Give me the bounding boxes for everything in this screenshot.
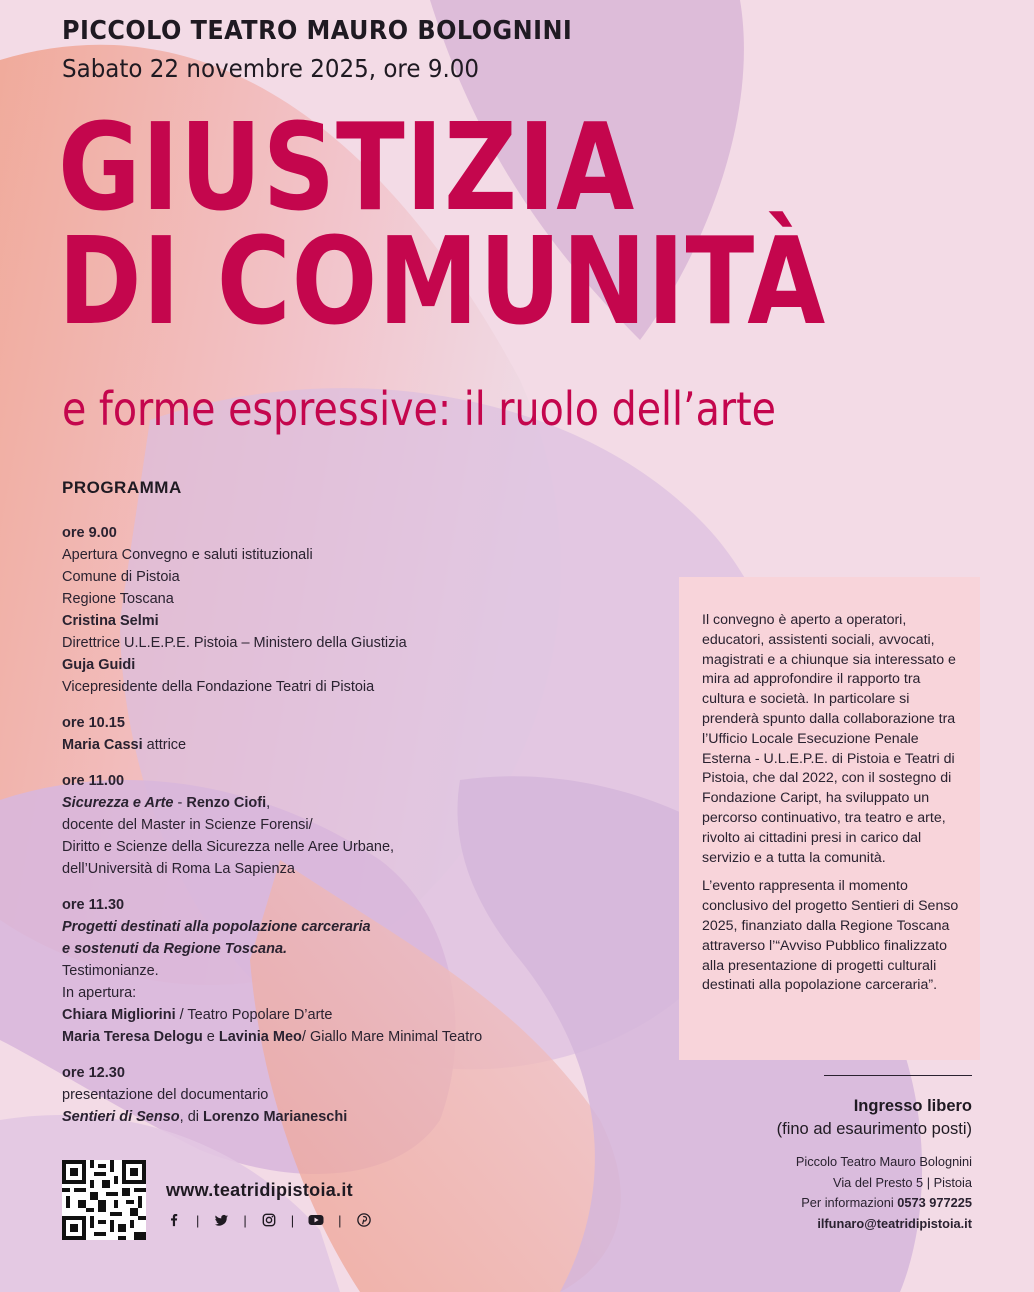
slot-text: Apertura Convegno e saluti istituzionali [62,547,313,563]
contact-venue: Piccolo Teatro Mauro Bolognini [795,1154,972,1169]
facebook-icon[interactable] [166,1212,182,1228]
slot-time: ore 11.30 [62,897,125,913]
subtitle: e forme espressive: il ruolo dell’arte [62,382,776,436]
event-date: Sabato 22 novembre 2025, ore 9.00 [62,54,480,83]
twitter-icon[interactable] [213,1212,229,1228]
program-heading: PROGRAMMA [62,478,182,497]
speaker-name: Renzo Ciofi [186,795,267,811]
contact-info [796,1152,972,1234]
divider [824,1075,972,1076]
speaker-name: Lorenzo Marianeschi [203,1109,348,1125]
speaker-name: Lavinia Meo [218,1029,302,1045]
film-title: Sentieri di Senso [62,1109,180,1125]
entry-title: Ingresso libero [853,1097,972,1115]
speaker-role: Diritto e Scienze della Sicurezza nelle Aree Urbane, [62,839,395,855]
program-slot-1130 [62,894,622,1048]
main-title [58,99,827,352]
separator: | [196,1212,200,1228]
speaker-org: / Giallo Mare Minimal Teatro [301,1029,483,1045]
slot-text: In apertura: [62,985,137,1001]
venue-heading: PICCOLO TEATRO MAURO BOLOGNINI [62,16,573,46]
speaker-org: / Teatro Popolare D’arte [175,1007,333,1023]
main-title-line-1: GIUSTIZIA [58,99,636,238]
contact-address: Via del Presto 5 | Pistoia [833,1174,972,1190]
info-box [679,577,980,1060]
talk-title: Progetti destinati alla popolazione carceraria [62,919,371,935]
speaker-role: Vicepresidente della Fondazione Teatri di Pistoia [62,679,375,695]
info-paragraph-1: Il convegno è aperto a operatori, educatori, assistenti sociali, avvocati, magistrati e a chiunque sia interessato e mira ad approfondire il rapporto tra cultura e società. In particolare si prenderà spunto dalla collaborazione tra l’Ufficio Locale Esecuzione Penale Esterna - U.L.E.P.E. di Pistoia e Teatri di Pistoia, che dal 2022, con il sostegno di Fondazione Caript, ha sviluppato un percorso continuativo, tra teatro e arte, rivolto ai cittadini presi in carico dal servizio e a tutta la comunità. [702,612,956,866]
email-link[interactable]: ilfunaro@teatridipistoia.it [817,1215,972,1231]
instagram-icon[interactable] [261,1212,277,1228]
speaker-name: Guja Guidi [62,657,136,673]
program-slot-1230 [62,1062,622,1128]
talk-title: e sostenuti da Regione Toscana. [62,941,288,957]
slot-text: presentazione del documentario [62,1087,269,1103]
info-paragraph-2: L’evento rappresenta il momento conclusivo del progetto Sentieri di Senso 2025, finanziato dalla Regione Toscana attraverso l’“Avviso Pubblico finalizzato alla presentazione di progetti culturali destinati alla popolazione carceraria”. [702,878,959,994]
talk-title: Sicurezza e Arte [62,795,174,811]
slot-time: ore 10.15 [62,715,125,731]
separator: | [290,1212,295,1228]
qr-code-icon[interactable] [62,1160,146,1240]
speaker-role: dell’Università di Roma La Sapienza [62,861,295,877]
slot-time: ore 12.30 [62,1065,125,1081]
website-link[interactable]: www.teatridipistoia.it [166,1180,353,1200]
phone-number[interactable]: 0573 977225 [897,1195,972,1210]
speaker-role: docente del Master in Scienze Forensi/ [62,817,313,833]
speaker-name: Cristina Selmi [62,613,159,629]
program-slot-1100 [62,770,622,880]
program-slot-0900 [62,522,622,698]
slot-time: ore 9.00 [62,525,117,541]
speaker-name: Maria Teresa Delogu [62,1029,203,1045]
info-label: Per informazioni [801,1195,898,1210]
program-slot-1015 [62,712,622,756]
speaker-role: attrice [142,737,187,753]
conjunction: e [202,1029,219,1045]
slot-text: Comune di Pistoia [62,569,180,585]
speaker-name: Maria Cassi [62,737,143,753]
youtube-icon[interactable] [308,1212,324,1228]
entry-info [777,1095,972,1141]
pinterest-icon[interactable] [356,1212,372,1228]
comma: , [266,795,271,811]
speaker-name: Chiara Migliorini [62,1007,176,1023]
main-title-line-2: DI COMUNITÀ [58,213,827,352]
speaker-role: Direttrice U.L.E.P.E. Pistoia – Ministero della Giustizia [62,635,407,651]
slot-text: Testimonianze. [62,963,159,979]
dash-separator: - [173,795,187,811]
program-list [62,522,622,1142]
separator: | [338,1212,342,1228]
entry-note: (fino ad esaurimento posti) [776,1120,972,1138]
slot-text: Regione Toscana [62,591,174,607]
social-links [166,1212,372,1228]
separator: | [243,1212,247,1228]
by-text: , di [179,1109,204,1125]
slot-time: ore 11.00 [62,773,125,789]
